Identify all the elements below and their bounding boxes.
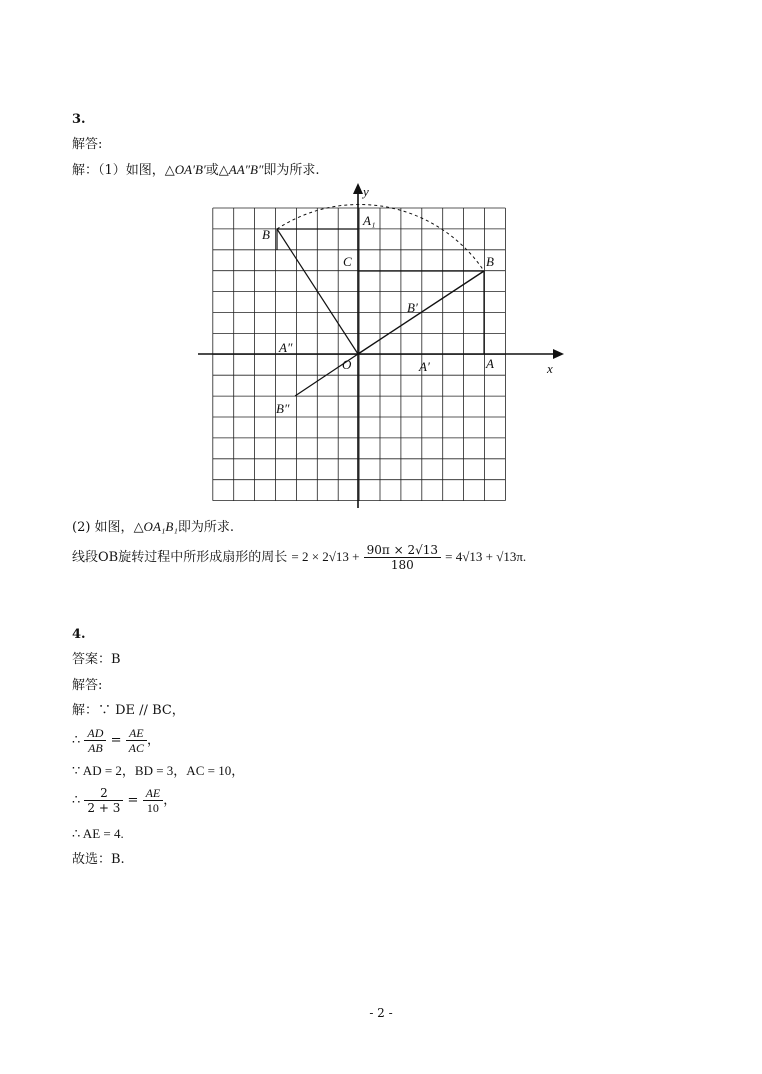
q4-number: 4.: [72, 627, 86, 642]
q4-step3: ∵ AD = 2，BD = 3，AC = 10，: [72, 763, 245, 778]
y-axis-arrow-icon: [353, 183, 363, 194]
q4-step2-eq: =: [110, 733, 122, 748]
label-C: C: [343, 254, 352, 269]
q3-part2: [72, 519, 234, 536]
q4-step2-num2: AE: [126, 726, 147, 741]
label-y-axis: y: [363, 184, 369, 199]
label-A1: A₁: [363, 213, 376, 228]
q4-step4-num2: AE: [143, 786, 164, 801]
q4-step5: ∴ AE = 4.: [72, 826, 124, 841]
q3-perimeter-eq2: = 4√13 + √13π.: [445, 549, 527, 564]
label-A-prime: A′: [419, 359, 430, 374]
q4-step2: [72, 724, 160, 758]
q3-perimeter-eq1: = 2 × 2√13 +: [291, 549, 360, 564]
q4-step4-eq: =: [127, 793, 139, 808]
q4-step2-den1: AB: [88, 741, 103, 755]
label-origin: O: [342, 357, 352, 372]
q4-step4: [72, 784, 176, 818]
label-A-double: A″: [279, 340, 293, 355]
q4-step4-num1: 2: [84, 786, 123, 801]
label-B-double: B″: [276, 401, 290, 416]
q4-step4-prefix: ∴: [72, 793, 81, 808]
q3-part2-suffix: 即为所求.: [177, 520, 235, 535]
q4-step1: 解：∵ DE // BC，: [72, 703, 185, 718]
q3-perimeter-fraction: [364, 543, 441, 572]
label-B-prime: B′: [407, 300, 418, 315]
label-A: A: [486, 356, 494, 371]
q3-part1-tri2: △AA″B″: [218, 162, 264, 177]
coordinate-figure: [195, 180, 570, 515]
q4-step2-fraction2: [126, 726, 147, 755]
x-axis-arrow-icon: [553, 349, 564, 359]
q3-number: 3.: [72, 112, 86, 127]
q4-step4-fraction2: [143, 786, 164, 815]
q3-perimeter: [72, 542, 526, 573]
label-x-axis: x: [547, 361, 553, 376]
page-number: - 2 -: [369, 1006, 393, 1020]
q4-step4-suffix: ，: [163, 793, 177, 808]
rotation-arc: [277, 204, 484, 271]
q4-step4-den2: 10: [146, 801, 159, 815]
q4-step2-num1: AD: [84, 726, 106, 741]
q4-step4-den1: 2 + 3: [87, 801, 121, 815]
q4-step2-suffix: ，: [146, 733, 160, 748]
q3-answer-heading: 解答:: [72, 137, 103, 152]
q4-step2-prefix: ∴: [72, 733, 81, 748]
q4-step6: 故选：B.: [72, 852, 125, 867]
q4-answer-heading: 解答:: [72, 678, 103, 693]
label-B-left: B: [262, 227, 270, 242]
q3-part1: [72, 162, 320, 179]
q3-perimeter-frac-num: 90π × 2√13: [364, 543, 441, 558]
q4-step2-fraction1: [84, 726, 106, 755]
q3-part2-prefix: (2) 如图，: [72, 520, 134, 535]
label-B-right: B: [486, 254, 494, 269]
q3-part1-suffix: 即为所求.: [263, 163, 320, 178]
q4-answer-line: 答案：B: [72, 652, 121, 667]
q4-step2-den2: AC: [128, 741, 144, 755]
q3-perimeter-prefix: 线段OB旋转过程中所形成扇形的周长: [72, 550, 288, 565]
q3-part1-or: 或: [205, 163, 219, 178]
q3-part2-tri: △OA₁B₁: [133, 519, 178, 534]
q4-step4-fraction1: [84, 786, 123, 815]
q3-part1-tri1: △OA′B′: [164, 162, 206, 177]
q3-part1-prefix: 解：（1）如图，: [72, 163, 165, 178]
q3-perimeter-frac-den: 180: [390, 558, 414, 572]
